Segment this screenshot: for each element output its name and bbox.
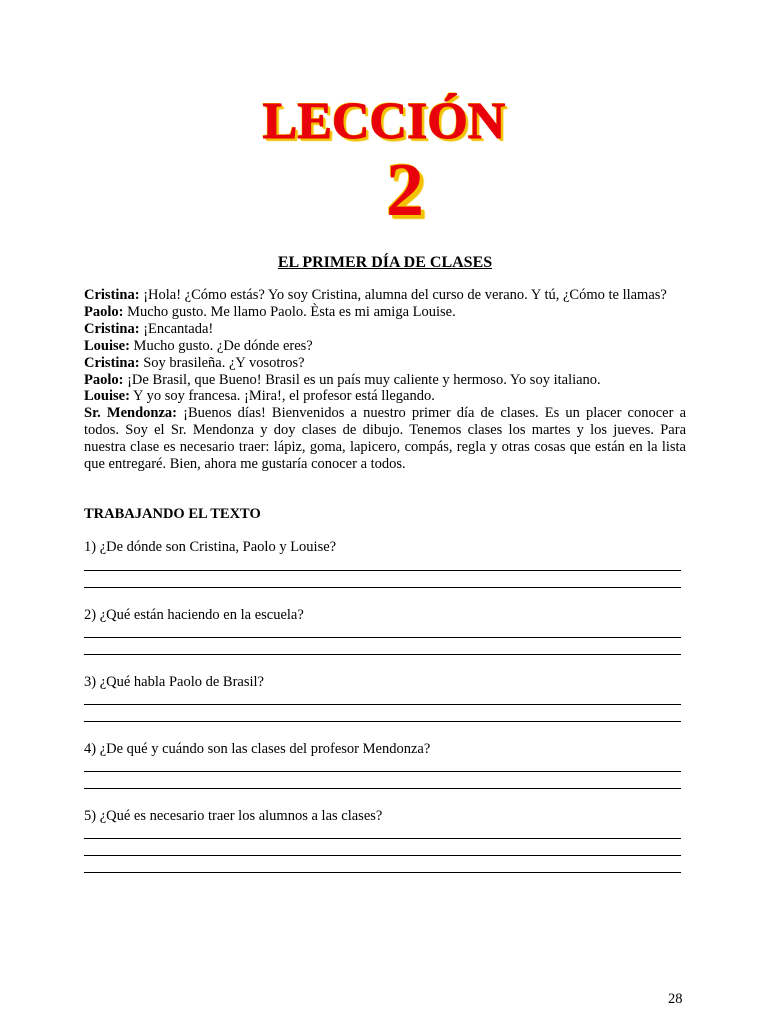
dialogue-line xyxy=(84,405,686,473)
speaker-name: Louise: xyxy=(84,388,130,405)
dialogue-line xyxy=(84,287,686,304)
dialogue-text: Y yo soy francesa. ¡Mira!, el profesor está llegando. xyxy=(129,388,435,405)
dialogue xyxy=(84,287,686,473)
answer-line[interactable] xyxy=(84,872,681,873)
answer-line[interactable] xyxy=(84,637,681,638)
speaker-name: Sr. Mendonza: xyxy=(84,405,178,422)
speaker-name: Cristina: xyxy=(84,320,140,337)
lesson-number: 2 xyxy=(386,148,424,232)
dialogue-text: Soy brasileña. ¿Y vosotros? xyxy=(139,354,305,371)
speaker-name: Cristina: xyxy=(84,287,140,303)
speaker-name: Paolo: xyxy=(84,371,124,388)
answer-line[interactable] xyxy=(84,855,681,856)
speaker-name: Cristina: xyxy=(84,354,140,371)
answer-line[interactable] xyxy=(84,788,681,789)
dialogue-line xyxy=(84,372,686,389)
dialogue-line xyxy=(84,321,686,338)
dialogue-text: ¡Buenos días! Bienvenidos a nuestro primer día de clases. Es un placer conocer a todos. Soy el Sr. Mendonza y doy clases de dibujo. Tenemos clases los martes y los jueves. Para nuestra clase es necesario traer: lápiz, goma, lapicero, compás, regla y otras cosas que están en la lista que entregaré. Bien, ahora me gustaría conocer a todos. xyxy=(84,405,687,473)
question-5: 5) ¿Qué es necesario traer los alumnos a las clases? xyxy=(84,808,383,824)
lesson-title: LECCIÓN xyxy=(262,93,506,150)
exercise-title: TRABAJANDO EL TEXTO xyxy=(84,506,261,522)
answer-line[interactable] xyxy=(84,838,681,839)
answer-line[interactable] xyxy=(84,570,681,571)
question-4: 4) ¿De qué y cuándo son las clases del profesor Mendonza? xyxy=(84,741,431,757)
dialogue-line xyxy=(84,338,686,355)
question-1: 1) ¿De dónde son Cristina, Paolo y Louise? xyxy=(84,539,337,555)
dialogue-line xyxy=(84,388,686,405)
page-number: 28 xyxy=(668,991,683,1007)
dialogue-text: Mucho gusto. Me llamo Paolo. Èsta es mi amiga Louise. xyxy=(123,303,456,320)
answer-line[interactable] xyxy=(84,654,681,655)
question-2: 2) ¿Qué están haciendo en la escuela? xyxy=(84,607,304,623)
answer-line[interactable] xyxy=(84,771,681,772)
dialogue-line xyxy=(84,304,686,321)
section-title: EL PRIMER DÍA DE CLASES xyxy=(277,254,493,271)
dialogue-line xyxy=(84,355,686,372)
dialogue-text: ¡De Brasil, que Bueno! Brasil es un país muy caliente y hermoso. Yo soy italiano. xyxy=(123,371,601,388)
dialogue-text: ¡Hola! ¿Cómo estás? Yo soy Cristina, alumna del curso de verano. Y tú, ¿Cómo te llamas? xyxy=(139,287,667,303)
question-3: 3) ¿Qué habla Paolo de Brasil? xyxy=(84,674,264,690)
speaker-name: Louise: xyxy=(84,337,130,354)
answer-line[interactable] xyxy=(84,721,681,722)
answer-line[interactable] xyxy=(84,587,681,588)
answer-line[interactable] xyxy=(84,704,681,705)
speaker-name: Paolo: xyxy=(84,303,124,320)
dialogue-text: ¡Encantada! xyxy=(139,320,214,337)
dialogue-text: Mucho gusto. ¿De dónde eres? xyxy=(129,337,313,354)
